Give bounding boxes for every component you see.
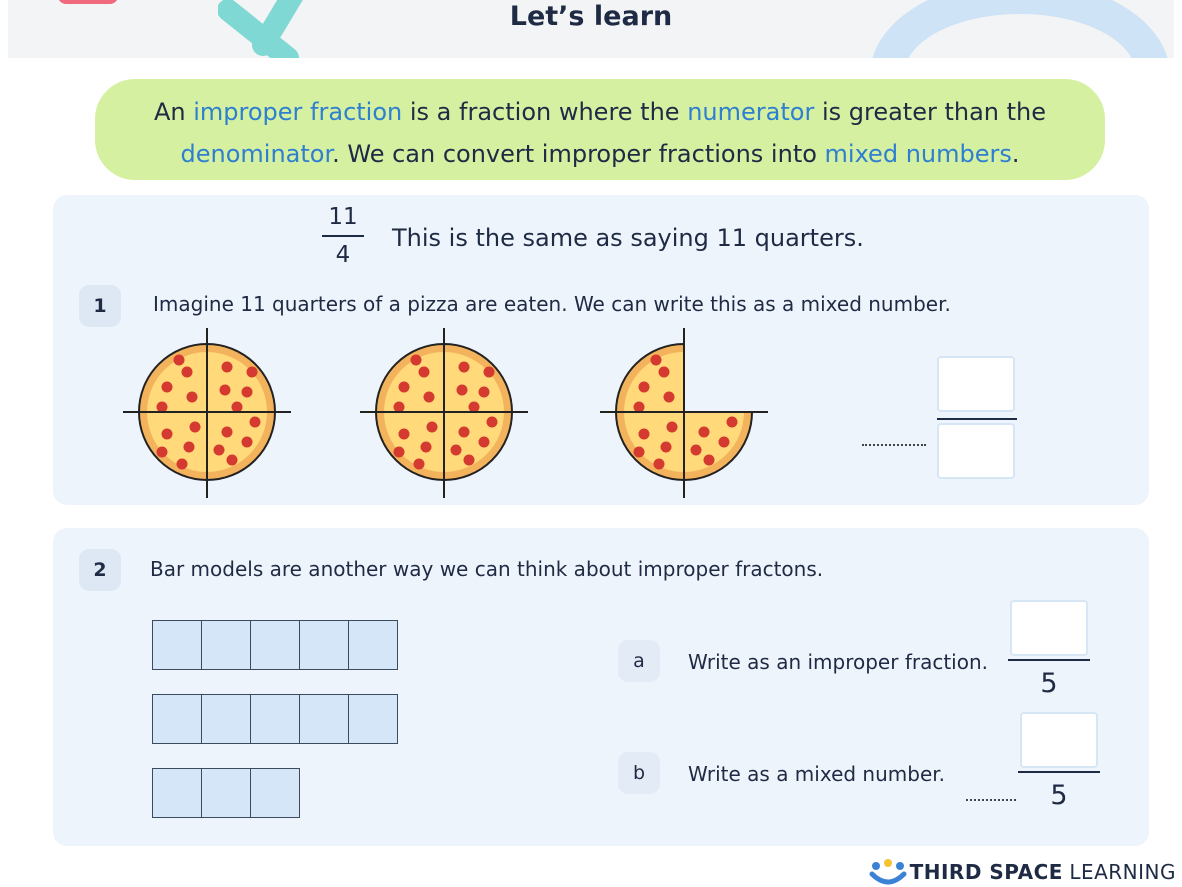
bar-cell — [201, 620, 251, 670]
bar-row — [152, 694, 397, 744]
part-a-numerator-box[interactable] — [1010, 600, 1088, 656]
pepperoni — [654, 459, 665, 470]
bar-cell — [152, 768, 202, 818]
question-1-number: 1 — [79, 285, 121, 327]
brand-footer — [868, 858, 1176, 886]
definition-text: An — [153, 98, 194, 126]
pepperoni — [484, 367, 495, 378]
page-header — [8, 0, 1174, 58]
pepperoni — [727, 417, 738, 428]
fraction-bar — [937, 418, 1017, 420]
definition-text: is greater than the — [814, 98, 1047, 126]
bar-row — [152, 620, 397, 670]
pepperoni — [479, 437, 490, 448]
pepperoni — [691, 445, 702, 456]
pepperoni — [634, 402, 645, 413]
pepperoni — [459, 427, 470, 438]
part-a-denominator: 5 — [1040, 668, 1058, 699]
pepperoni — [242, 387, 253, 398]
bar-row — [152, 768, 299, 818]
pepperoni — [162, 382, 173, 393]
pizza-three-quarters — [597, 328, 772, 500]
bar-cell — [299, 694, 349, 744]
pepperoni — [177, 459, 188, 470]
pepperoni — [419, 367, 430, 378]
pepperoni — [639, 429, 650, 440]
fraction-bar — [322, 235, 364, 237]
pepperoni — [242, 437, 253, 448]
pepperoni — [394, 447, 405, 458]
bar-cell — [250, 694, 300, 744]
definition-text: . — [1011, 140, 1020, 168]
definition-box — [95, 79, 1105, 180]
pepperoni — [220, 385, 231, 396]
definition-line-2 — [95, 133, 1105, 175]
pepperoni — [232, 402, 243, 413]
pepperoni — [250, 417, 261, 428]
pepperoni — [659, 367, 670, 378]
fraction-bar — [1018, 771, 1100, 773]
pepperoni — [424, 392, 435, 403]
pepperoni — [464, 455, 475, 466]
question-2-text: Bar models are another way we can think about improper fractons. — [150, 557, 824, 581]
pepperoni — [661, 442, 672, 453]
question-1-text: Imagine 11 quarters of a pizza are eaten. We can write this as a mixed number. — [153, 292, 951, 316]
part-a-label: a — [618, 640, 660, 682]
definition-line-1 — [95, 91, 1105, 133]
pepperoni — [399, 382, 410, 393]
pizza-whole-2 — [357, 328, 532, 500]
pepperoni — [182, 367, 193, 378]
pepperoni — [651, 355, 662, 366]
term-improper-fraction: improper fraction — [193, 98, 403, 126]
bar-cell — [201, 694, 251, 744]
pepperoni — [719, 437, 730, 448]
term-numerator: numerator — [687, 98, 815, 126]
pepperoni — [421, 442, 432, 453]
bar-cell — [152, 694, 202, 744]
part-b-numerator-box[interactable] — [1020, 712, 1098, 768]
pepperoni — [664, 392, 675, 403]
intro-text: This is the same as saying 11 quarters. — [392, 224, 864, 252]
fraction-bar — [1008, 659, 1090, 661]
pepperoni — [227, 455, 238, 466]
pepperoni — [451, 445, 462, 456]
bar-cell — [299, 620, 349, 670]
brand-name-bold: THIRD SPACE — [909, 860, 1063, 884]
pepperoni — [704, 455, 715, 466]
part-b-label: b — [618, 752, 660, 794]
pepperoni — [411, 355, 422, 366]
bar-cell — [348, 620, 398, 670]
pepperoni — [469, 402, 480, 413]
definition-text: . We can convert improper fractions into — [332, 140, 825, 168]
pepperoni — [394, 402, 405, 413]
pepperoni — [457, 385, 468, 396]
pepperoni — [222, 362, 233, 373]
pepperoni — [214, 445, 225, 456]
bar-cell — [250, 768, 300, 818]
whole-number-blank[interactable] — [966, 799, 1016, 801]
pepperoni — [190, 422, 201, 433]
pepperoni — [247, 367, 258, 378]
pepperoni — [184, 442, 195, 453]
question-2-number: 2 — [79, 549, 121, 591]
term-mixed-numbers: mixed numbers — [824, 140, 1012, 168]
part-b-denominator: 5 — [1050, 780, 1068, 811]
definition-text: is a fraction where the — [402, 98, 688, 126]
pepperoni — [399, 429, 410, 440]
pepperoni — [634, 447, 645, 458]
pepperoni — [187, 392, 198, 403]
bar-cell — [152, 620, 202, 670]
pepperoni — [157, 447, 168, 458]
intro-denominator: 4 — [335, 242, 351, 268]
whole-number-blank[interactable] — [862, 444, 926, 446]
pepperoni — [699, 427, 710, 438]
numerator-answer-box[interactable] — [937, 356, 1015, 412]
part-b-text: Write as a mixed number. — [688, 762, 946, 786]
bar-cell — [348, 694, 398, 744]
term-denominator: denominator — [180, 140, 333, 168]
pepperoni — [459, 362, 470, 373]
pepperoni — [174, 355, 185, 366]
pepperoni — [487, 417, 498, 428]
pepperoni — [157, 402, 168, 413]
intro-fraction — [322, 203, 364, 269]
part-a-text: Write as an improper fraction. — [688, 650, 988, 674]
pepperoni — [222, 427, 233, 438]
pepperoni — [162, 429, 173, 440]
pepperoni — [479, 387, 490, 398]
brand-name-light: LEARNING — [1069, 860, 1176, 884]
bar-cell — [250, 620, 300, 670]
brand-logo-icon — [868, 858, 910, 886]
denominator-answer-box[interactable] — [937, 423, 1015, 479]
page-title: Let’s learn — [509, 1, 673, 32]
intro-numerator: 11 — [328, 204, 358, 230]
pepperoni — [667, 422, 678, 433]
pepperoni — [639, 382, 650, 393]
pepperoni — [414, 459, 425, 470]
bar-cell — [201, 768, 251, 818]
pizza-whole-1 — [120, 328, 295, 500]
pepperoni — [427, 422, 438, 433]
